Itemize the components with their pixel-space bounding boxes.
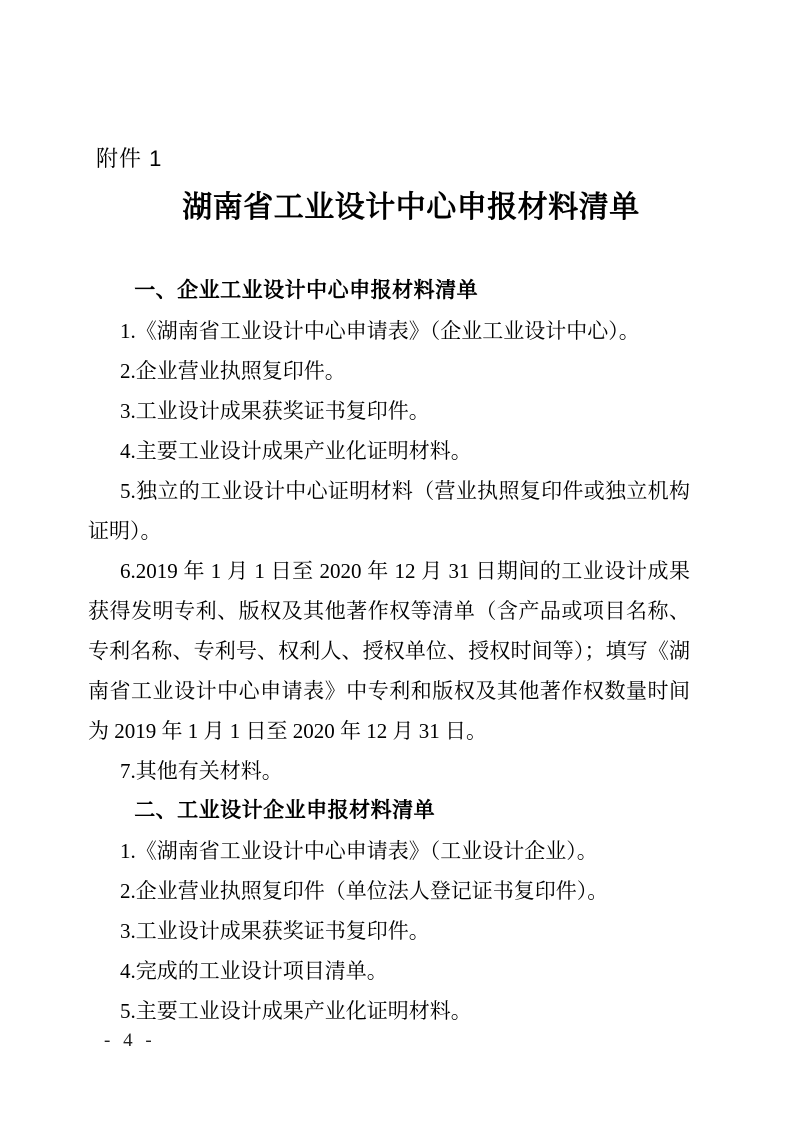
section-2-item-5: 5.主要工业设计成果产业化证明材料。 (120, 999, 472, 1023)
section-2-heading: 二、工业设计企业申报材料清单 (134, 799, 436, 822)
document-content (88, 145, 690, 1031)
section-1-item-6: 6.2019 年 1 月 1 日至 2020 年 12 月 31 日期间的工业设计成果获得发明专利、版权及其他著作权等清单（含产品或项目名称、专利名称、专利号、权利人、授权单位、授权时间等）；填写《湖南省工业设计中心申请表》中专利和版权及其他著作权数量时间为 2019 年 1 月 1 日至 2020 年 12 月 31 日。 (88, 559, 690, 743)
section-1-heading: 一、企业工业设计中心申报材料清单 (134, 279, 479, 302)
section-1-item-5: 5.独立的工业设计中心证明材料（营业执照复印件或独立机构证明）。 (88, 479, 690, 543)
section-2-item-4: 4.完成的工业设计项目清单。 (120, 959, 388, 983)
section-2-item-2: 2.企业营业执照复印件（单位法人登记证书复印件）。 (120, 879, 609, 903)
section-1-item-2: 2.企业营业执照复印件。 (120, 359, 346, 383)
section-1-item-7: 7.其他有关材料。 (120, 759, 283, 783)
section-2-item-1: 1.《湖南省工业设计中心申请表》（工业设计企业）。 (120, 839, 598, 863)
document-title: 湖南省工业设计中心申报材料清单 (182, 191, 640, 224)
section-1-item-3: 3.工业设计成果获奖证书复印件。 (120, 399, 430, 423)
document-body (88, 271, 690, 1031)
section-1-item-4: 4.主要工业设计成果产业化证明材料。 (120, 439, 472, 463)
section-2-item-3: 3.工业设计成果获奖证书复印件。 (120, 919, 430, 943)
page-number: - 4 - (104, 1030, 156, 1051)
attachment-label: 附件 1 (96, 146, 163, 171)
section-1-item-1: 1.《湖南省工业设计中心申请表》（企业工业设计中心）。 (120, 319, 640, 343)
